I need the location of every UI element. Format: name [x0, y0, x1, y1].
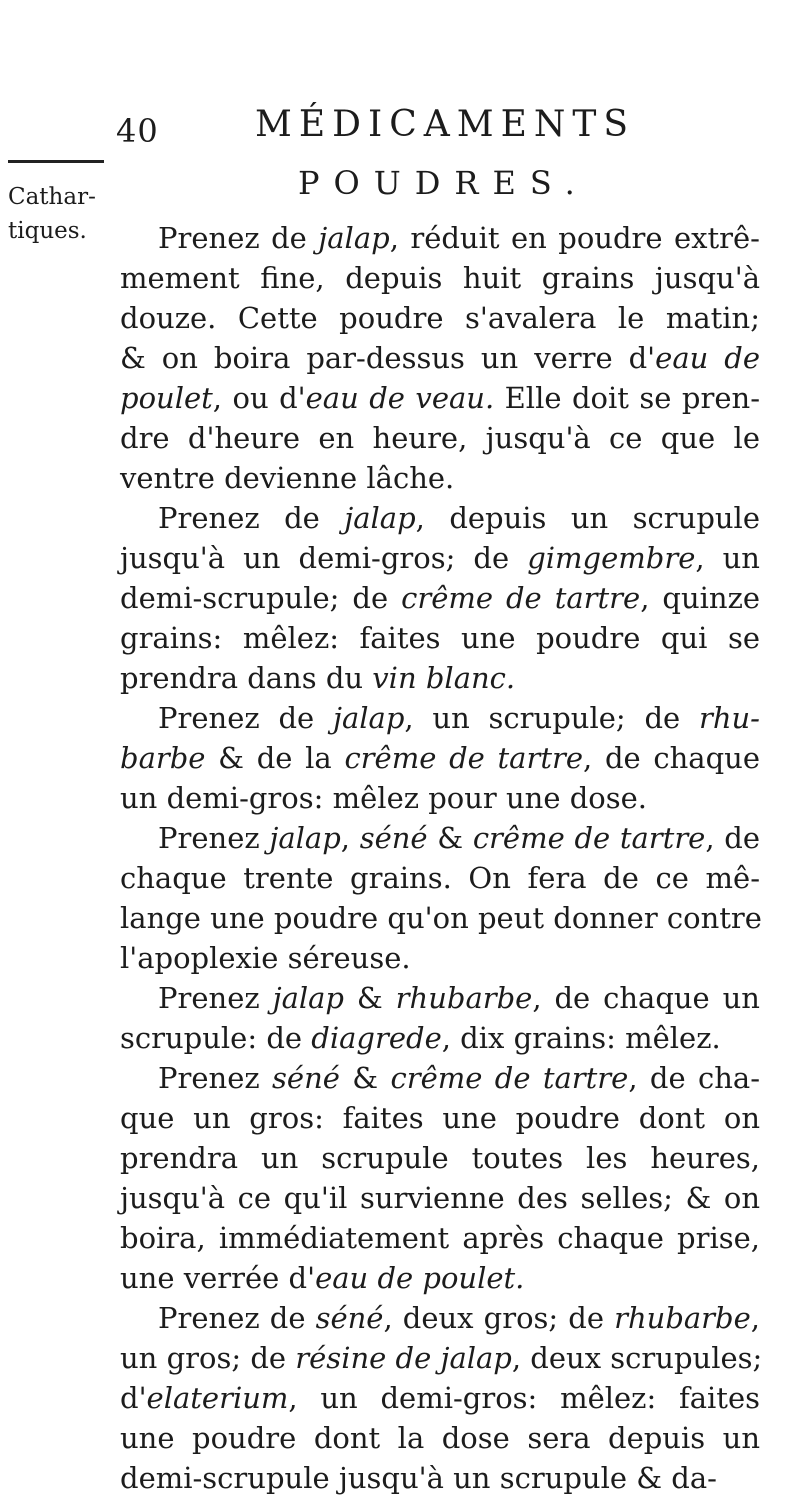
text-line — [120, 898, 760, 938]
margin-note-line: Cathar- — [8, 184, 96, 210]
text-run: , réduit en poudre extrê- — [389, 221, 760, 255]
text-line — [120, 338, 760, 378]
text-run: l'apoplexie séreuse. — [120, 941, 411, 975]
text-run: Prenez de — [158, 221, 319, 255]
recipe-paragraph — [120, 1298, 763, 1498]
text-run: , — [340, 821, 360, 855]
italic-term: rhu- — [698, 701, 760, 735]
recipe-paragraph — [120, 218, 760, 498]
text-run: Elle doit se pren- — [494, 381, 760, 415]
text-run: un gros; de — [120, 1341, 296, 1375]
italic-term: crême de tartre — [401, 581, 641, 615]
text-run: , un scrupule; de — [404, 701, 699, 735]
italic-term: résine de jalap — [295, 1341, 512, 1375]
text-run: prendra dans du — [120, 661, 373, 695]
text-run: , deux gros; de — [383, 1301, 615, 1335]
text-run: & on boira par-dessus un verre d' — [120, 341, 656, 375]
text-run: , de cha- — [628, 1061, 761, 1095]
italic-term: eau de — [655, 341, 760, 375]
text-line — [120, 578, 760, 618]
text-line — [120, 218, 760, 258]
text-run: , un demi-gros: mêlez: faites — [288, 1381, 760, 1415]
italic-term: crême de tartre — [344, 741, 584, 775]
text-run: demi-scrupule jusqu'à un scrupule & da- — [120, 1461, 717, 1495]
text-run: jusqu'à un demi-gros; de — [120, 541, 528, 575]
text-run: d' — [120, 1381, 147, 1415]
text-line — [120, 618, 760, 658]
text-line — [120, 818, 760, 858]
text-run: un demi-gros: mêlez pour une dose. — [120, 781, 648, 815]
text-run: mement fine, depuis huit grains jusqu'à — [120, 261, 760, 295]
text-line — [120, 738, 760, 778]
text-run: , dix grains: mêlez. — [441, 1021, 721, 1055]
italic-term: gimgembre — [527, 541, 696, 575]
text-line — [120, 1138, 760, 1178]
text-line — [120, 1098, 760, 1138]
text-line — [120, 1178, 760, 1218]
italic-term: crême de tartre — [390, 1061, 629, 1095]
italic-term: jalap — [344, 501, 416, 535]
text-run: dre d'heure en heure, jusqu'à ce que le — [120, 421, 760, 455]
text-line — [120, 258, 760, 298]
text-line — [120, 1338, 763, 1378]
text-run: , de chaque un — [532, 981, 760, 1015]
text-line — [120, 1218, 760, 1258]
italic-term: séné — [359, 821, 428, 855]
page-number: 40 — [116, 112, 159, 150]
text-run: ventre devienne lâche. — [120, 461, 455, 495]
text-line — [120, 1378, 760, 1418]
running-head: MÉDICAMENTS — [255, 104, 636, 145]
italic-term: poulet — [120, 381, 213, 415]
text-line — [120, 1418, 760, 1458]
text-line — [120, 538, 760, 578]
italic-term: crême de tartre — [472, 821, 706, 855]
margin-note — [8, 180, 96, 248]
italic-term: eau de veau. — [305, 381, 495, 415]
text-run: grains: mêlez: faites une poudre qui se — [120, 621, 760, 655]
text-run: & — [427, 821, 473, 855]
italic-term: rhubarbe — [614, 1301, 751, 1335]
recipe-paragraph — [120, 498, 760, 698]
text-line — [120, 298, 760, 338]
text-run: une poudre dont la dose sera depuis un — [120, 1421, 760, 1455]
text-line — [120, 1058, 760, 1098]
text-run: , un — [695, 541, 760, 575]
italic-term: jalap — [332, 701, 405, 735]
recipe-paragraph — [120, 818, 760, 978]
text-line — [120, 778, 760, 818]
text-run: , de — [705, 821, 761, 855]
text-line — [120, 1298, 760, 1338]
recipe-paragraph — [120, 978, 760, 1058]
text-run: & de la — [205, 741, 345, 775]
text-run: , quinze — [640, 581, 761, 615]
text-run: Prenez — [158, 821, 270, 855]
text-run: jusqu'à ce qu'il survienne des selles; & on — [120, 1181, 760, 1215]
italic-term: barbe — [120, 741, 206, 775]
text-line — [120, 498, 760, 538]
italic-term: séné — [272, 1061, 340, 1095]
italic-term: vin blanc. — [372, 661, 516, 695]
body-text — [120, 218, 763, 1498]
margin-note-line: tiques. — [8, 218, 87, 244]
text-run: , deux scrupules; — [511, 1341, 763, 1375]
italic-term: séné — [315, 1301, 384, 1335]
text-run: scrupule: de — [120, 1021, 312, 1055]
italic-term: rhubarbe — [395, 981, 533, 1015]
text-run: & — [344, 981, 396, 1015]
text-run: boira, immédiatement après chaque prise, — [120, 1221, 760, 1255]
text-run: douze. Cette poudre s'avalera le matin; — [120, 301, 760, 335]
text-line — [120, 418, 760, 458]
italic-term: jalap — [269, 821, 341, 855]
recipe-paragraph — [120, 1058, 760, 1298]
text-run: Prenez — [158, 1061, 273, 1095]
text-run: Prenez de — [158, 701, 333, 735]
text-run: & — [339, 1061, 391, 1095]
italic-term: jalap — [272, 981, 344, 1015]
text-line — [120, 858, 760, 898]
text-run: , depuis un scrupule — [415, 501, 760, 535]
text-line — [120, 1258, 760, 1298]
recipe-paragraph — [120, 698, 760, 818]
text-line — [120, 458, 760, 498]
italic-term: eau de poulet. — [315, 1261, 525, 1295]
text-run: , — [750, 1301, 760, 1335]
text-run: lange une poudre qu'on peut donner contre — [120, 901, 762, 935]
text-line — [120, 978, 760, 1018]
text-line — [120, 658, 760, 698]
italic-term: jalap — [318, 221, 390, 255]
text-line — [120, 938, 760, 978]
text-run: demi-scrupule; de — [120, 581, 402, 615]
text-line — [120, 1018, 760, 1058]
text-line — [120, 378, 760, 418]
text-run: prendra un scrupule toutes les heures, — [120, 1141, 760, 1175]
text-run: chaque trente grains. On fera de ce mê- — [120, 861, 760, 895]
text-line — [120, 698, 760, 738]
text-run: Prenez de — [158, 1301, 316, 1335]
margin-rule — [8, 160, 104, 163]
text-run: une verrée d' — [120, 1261, 316, 1295]
text-run: Prenez — [158, 981, 273, 1015]
text-line — [120, 1458, 760, 1498]
italic-term: elaterium — [146, 1381, 289, 1415]
section-title: POUDRES. — [298, 164, 589, 202]
text-run: , de chaque — [583, 741, 761, 775]
text-run: que un gros: faites une poudre dont on — [120, 1101, 760, 1135]
text-run: Prenez de — [158, 501, 345, 535]
text-run: , ou d' — [212, 381, 306, 415]
italic-term: diagrede — [311, 1021, 442, 1055]
